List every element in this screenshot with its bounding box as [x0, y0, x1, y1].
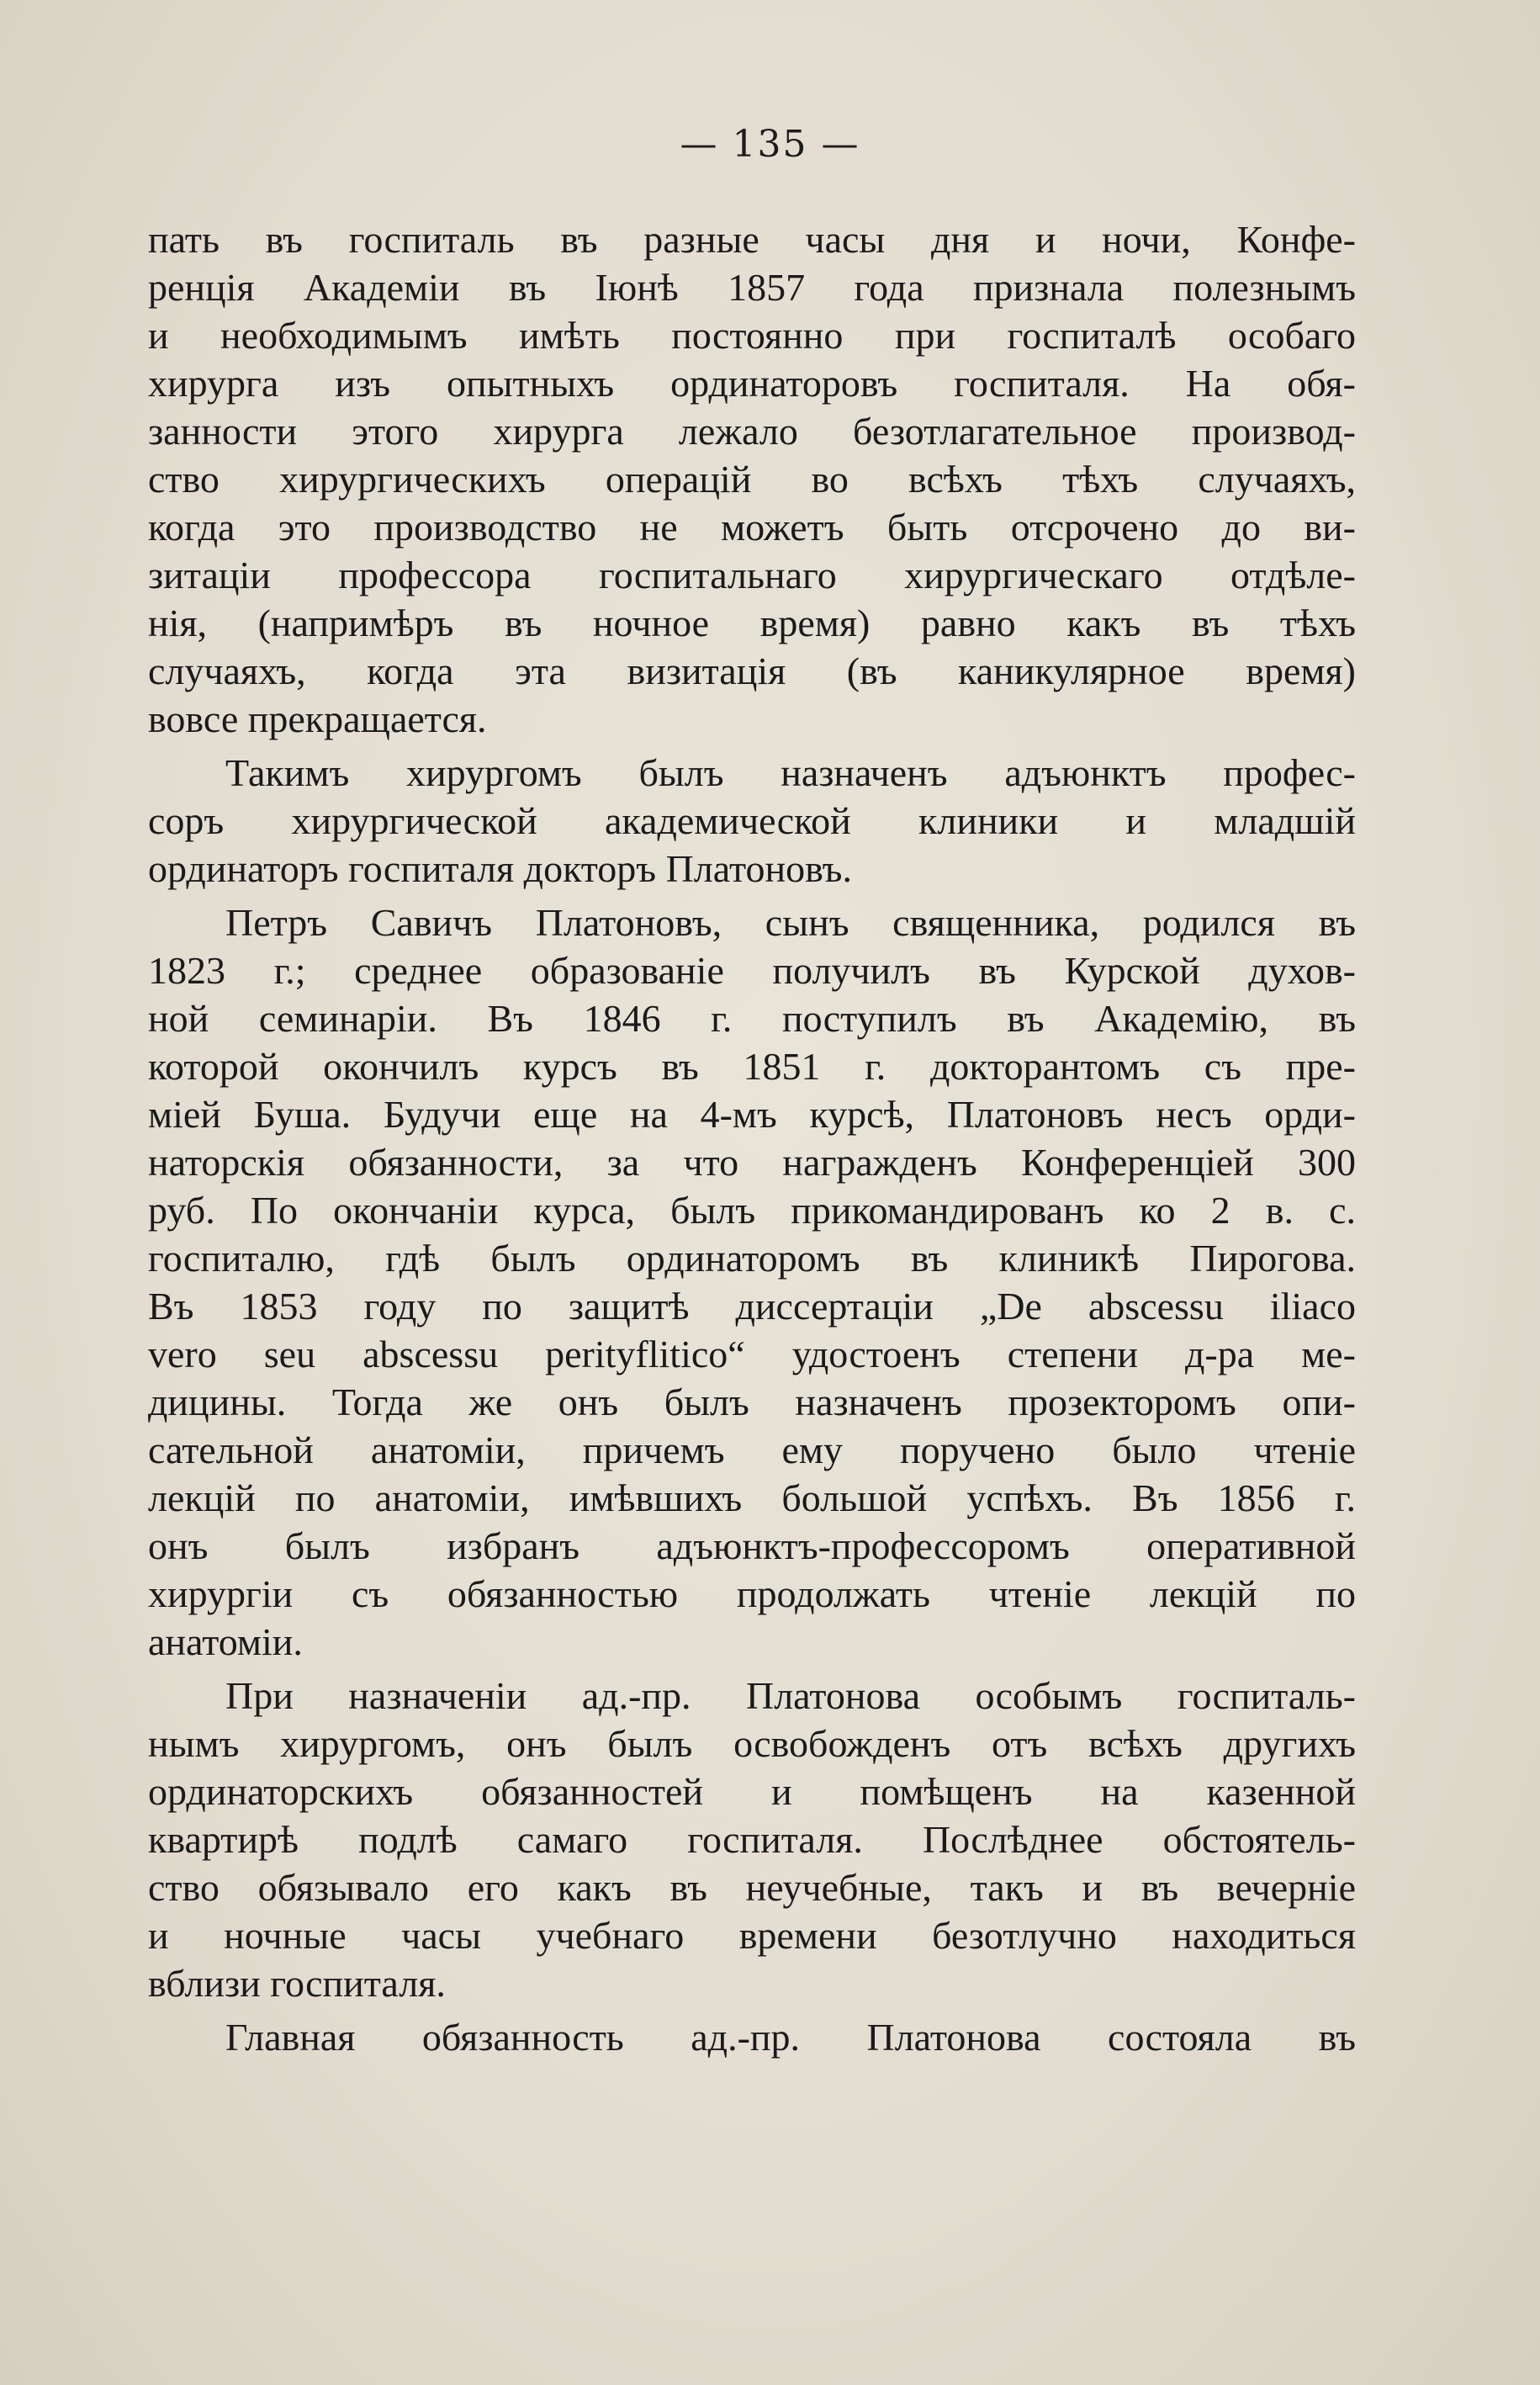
text-line: и ночные часы учебнаго времени безотлучно находиться [148, 1914, 1356, 1957]
text-line: Въ 1853 году по защитѣ диссертаціи „De abscessu iliaco [148, 1285, 1356, 1328]
text-line: міей Буша. Будучи еще на 4-мъ курсѣ, Платоновъ несъ орди- [148, 1093, 1356, 1136]
text-line: vero seu abscessu perityflitico“ удостоенъ степени д-ра ме- [148, 1333, 1356, 1375]
paragraph-1 [148, 215, 1356, 743]
text-line: ординаторъ госпиталя докторъ Платоновъ. [148, 847, 852, 890]
text-line: и необходимымъ имѣть постоянно при госпиталѣ особаго [148, 314, 1356, 357]
text-line: случаяхъ, когда эта визитація (въ каникулярное время) [148, 649, 1356, 692]
text-line: когда это производство не можетъ быть отсрочено до ви- [148, 506, 1356, 549]
text-line: Такимъ хирургомъ былъ назначенъ адъюнктъ профес- [225, 751, 1356, 794]
text-line: ренція Академіи въ Іюнѣ 1857 года признала полезнымъ [148, 266, 1356, 309]
text-line: дицины. Тогда же онъ былъ назначенъ прозекторомъ опи- [148, 1381, 1356, 1423]
text-line: ной семинаріи. Въ 1846 г. поступилъ въ Академію, въ [148, 997, 1356, 1040]
text-line: нія, (напримѣръ въ ночное время) равно какъ въ тѣхъ [148, 602, 1356, 644]
text-line: ординаторскихъ обязанностей и помѣщенъ на казенной [148, 1770, 1356, 1813]
text-line: руб. По окончаніи курса, былъ прикомандированъ ко 2 в. с. [148, 1189, 1356, 1232]
text-line: вовсе прекращается. [148, 697, 487, 740]
text-line: анатоміи. [148, 1620, 303, 1663]
text-line: зитаціи профессора госпитальнаго хирургическаго отдѣле- [148, 554, 1356, 596]
text-line: лекцій по анатоміи, имѣвшихъ большой успѣхъ. Въ 1856 г. [148, 1476, 1356, 1519]
text-line: сательной анатоміи, причемъ ему поручено было чтеніе [148, 1428, 1356, 1471]
text-line: Главная обязанность ад.-пр. Платонова состояла въ [225, 2016, 1356, 2059]
text-line: ство обязывало его какъ въ неучебные, такъ и въ вечерніе [148, 1866, 1356, 1909]
paragraph-5 [148, 2013, 1356, 2061]
paragraph-2 [148, 749, 1356, 893]
page-number: — 135 — [680, 123, 860, 166]
paragraph-3 [148, 898, 1356, 1666]
paragraph-4 [148, 1672, 1356, 2007]
text-line: ство хирургическихъ операцій во всѣхъ тѣхъ случаяхъ, [148, 458, 1356, 501]
text-line: хирургіи съ обязанностью продолжать чтеніе лекцій по [148, 1572, 1356, 1615]
text-line: 1823 г.; среднее образованіе получилъ въ Курской духов- [148, 949, 1356, 992]
text-line: Петръ Савичъ Платоновъ, сынъ священника, родился въ [225, 901, 1356, 944]
text-line: пать въ госпиталь въ разные часы дня и ночи, Конфе- [148, 218, 1356, 261]
text-line: нымъ хирургомъ, онъ былъ освобожденъ отъ всѣхъ другихъ [148, 1722, 1356, 1765]
text-line: онъ былъ избранъ адъюнктъ-профессоромъ оперативной [148, 1524, 1356, 1567]
text-line: соръ хирургической академической клиники и младшій [148, 799, 1356, 842]
text-line: которой окончилъ курсъ въ 1851 г. докторантомъ съ пре- [148, 1045, 1356, 1088]
text-line: вблизи госпиталя. [148, 1962, 446, 2005]
text-line: квартирѣ подлѣ самаго госпиталя. Послѣднее обстоятель- [148, 1818, 1356, 1861]
page-body [148, 215, 1356, 2067]
text-line: наторскія обязанности, за что награжденъ Конференціей 300 [148, 1141, 1356, 1184]
text-line: хирурга изъ опытныхъ ординаторовъ госпиталя. На обя- [148, 362, 1356, 405]
text-line: занности этого хирурга лежало безотлагательное производ- [148, 410, 1356, 453]
text-line: госпиталю, гдѣ былъ ординаторомъ въ клиникѣ Пирогова. [148, 1237, 1356, 1280]
text-line: При назначеніи ад.-пр. Платонова особымъ госпиталь- [225, 1674, 1356, 1717]
